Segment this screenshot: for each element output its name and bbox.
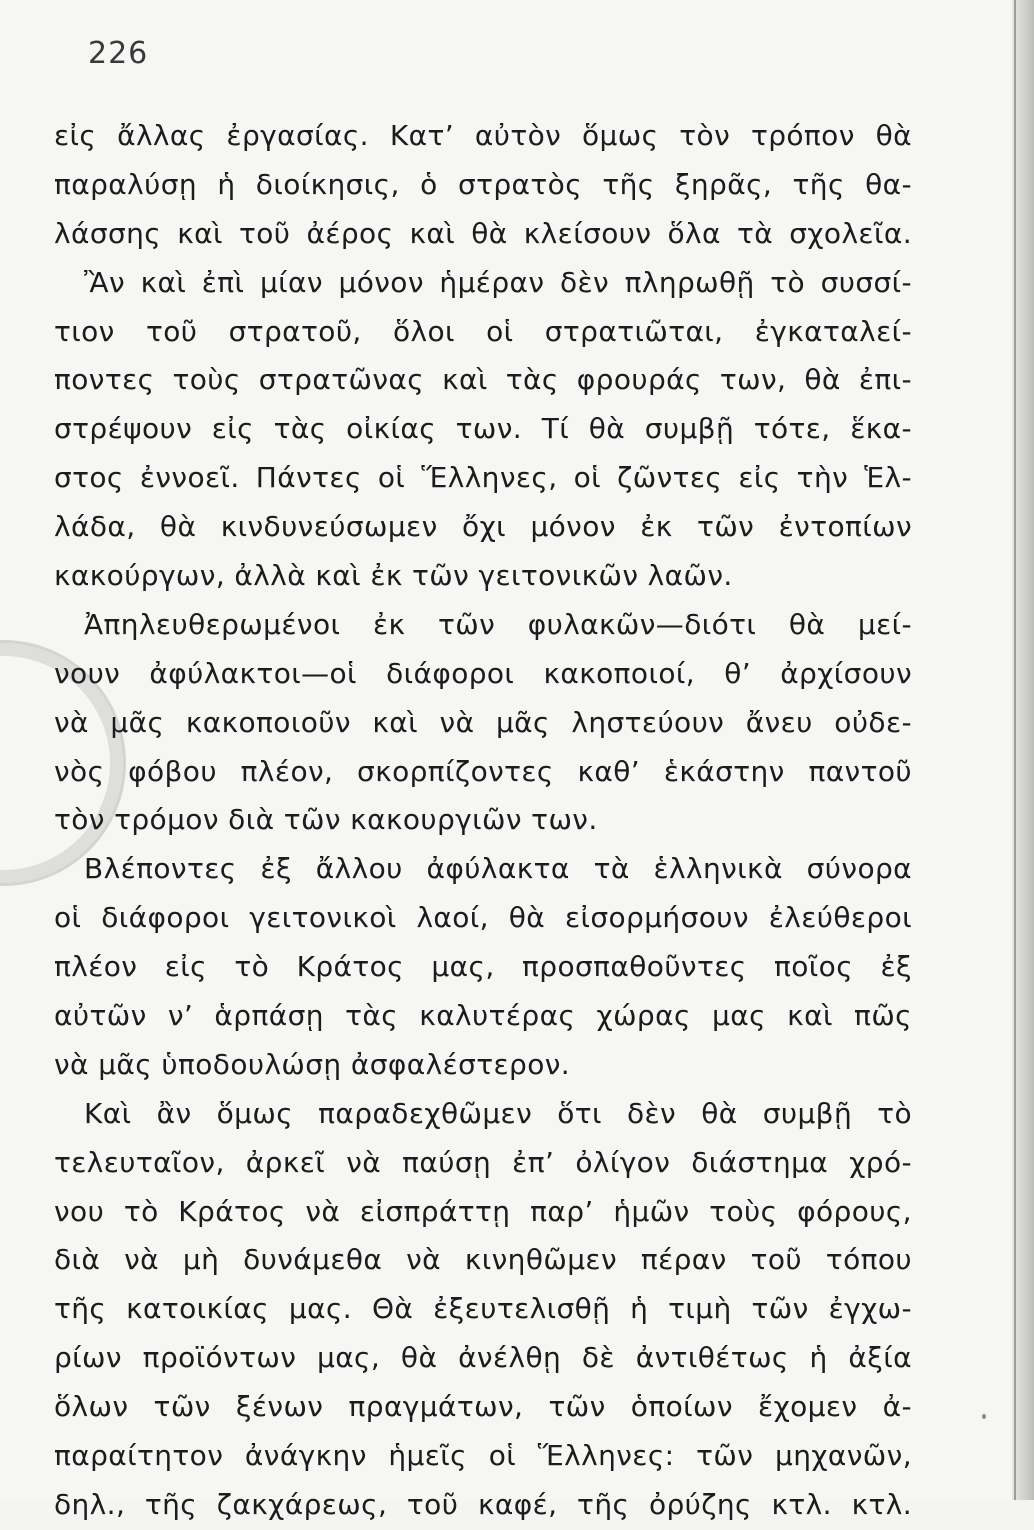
text-line: κακούργων, ἀλλὰ καὶ ἐκ τῶν γειτονικῶν λαῶν. bbox=[54, 559, 733, 593]
text-line: τιον τοῦ στρατοῦ, ὅλοι οἱ στρατιῶται, ἐγκαταλεί- bbox=[54, 314, 912, 348]
text-line: στρέψουν εἰς τὰς οἰκίας των. Τί θὰ συμβῇ τότε, ἕκα- bbox=[54, 412, 912, 446]
text-line: νὸς φόβου πλέον, σκορπίζοντες καθ’ ἑκάστην παντοῦ bbox=[54, 754, 912, 788]
text-line: Ἀπηλευθερωμένοι ἐκ τῶν φυλακῶν—διότι θὰ μεί- bbox=[84, 607, 912, 641]
text-line: νου τὸ Κράτος νὰ εἰσπράττῃ παρ’ ἡμῶν τοὺς φόρους, bbox=[54, 1194, 912, 1228]
text-line: αὐτῶν ν’ ἁρπάσῃ τὰς καλυτέρας χώρας μας καὶ πῶς bbox=[54, 999, 912, 1033]
text-line: νὰ μᾶς ὑποδουλώσῃ ἀσφαλέστερον. bbox=[54, 1047, 571, 1081]
text-line: παραλύσῃ ἡ διοίκησις, ὁ στρατὸς τῆς ξηρᾶς, τῆς θα- bbox=[54, 167, 912, 201]
text-line: λάδα, θὰ κινδυνεύσωμεν ὄχι μόνον ἐκ τῶν ἐντοπίων bbox=[54, 510, 912, 544]
text-line: νουν ἀφύλακτοι—οἱ διάφοροι κακοποιοί, θ’ ἀρχίσουν bbox=[54, 656, 912, 690]
text-line: Καὶ ἂν ὅμως παραδεχθῶμεν ὅτι δὲν θὰ συμβῇ τὸ bbox=[84, 1096, 912, 1130]
speck bbox=[982, 1414, 986, 1419]
text-line: τελευταῖον, ἀρκεῖ νὰ παύσῃ ἐπ’ ὀλίγον διάστημα χρό- bbox=[54, 1145, 912, 1179]
text-line: εἰς ἄλλας ἐργασίας. Κατ’ αὐτὸν ὅμως τὸν τρόπον θὰ bbox=[54, 119, 912, 152]
text-line: παραίτητον ἀνάγκην ἡμεῖς οἱ Ἕλληνες: τῶν μηχανῶν, bbox=[54, 1439, 912, 1473]
text-line: ὅλων τῶν ξένων πραγμάτων, τῶν ὁποίων ἔχομεν ἀ- bbox=[54, 1390, 912, 1424]
page-edge-line bbox=[1014, 0, 1016, 1500]
text-line: τῆς κατοικίας μας. Θὰ ἐξευτελισθῇ ἡ τιμὴ τῶν ἐγχω- bbox=[54, 1292, 912, 1326]
text-line: λάσσης καὶ τοῦ ἀέρος καὶ θὰ κλείσουν ὅλα τὰ σχολεῖα. bbox=[54, 216, 912, 250]
text-line: ποντες τοὺς στρατῶνας καὶ τὰς φρουράς των, θὰ ἐπι- bbox=[54, 363, 912, 397]
text-line: νὰ μᾶς κακοποιοῦν καὶ νὰ μᾶς ληστεύουν ἄνευ οὐδε- bbox=[54, 705, 912, 739]
text-line: Βλέποντες ἐξ ἄλλου ἀφύλακτα τὰ ἑλληνικὰ σύνορα bbox=[84, 852, 912, 886]
text-line: οἱ διάφοροι γειτονικοὶ λαοί, θὰ εἰσορμήσουν ἐλεύθεροι bbox=[54, 901, 912, 935]
text-line: διὰ νὰ μὴ δυνάμεθα νὰ κινηθῶμεν πέραν τοῦ τόπου bbox=[54, 1243, 912, 1277]
body-text bbox=[54, 112, 912, 1530]
page-number: 226 bbox=[88, 36, 149, 71]
text-line: δηλ., τῆς ζακχάρεως, τοῦ καφέ, τῆς ὀρύζης κτλ. κτλ. bbox=[54, 1487, 912, 1521]
text-line: τὸν τρόμον διὰ τῶν κακουργιῶν των. bbox=[54, 803, 598, 837]
text-line: πλέον εἰς τὸ Κράτος μας, προσπαθοῦντες ποῖος ἐξ bbox=[54, 950, 912, 984]
text-line: ρίων προϊόντων μας, θὰ ἀνέλθῃ δὲ ἀντιθέτως ἡ ἀξία bbox=[54, 1341, 912, 1375]
text-line: στος ἐννοεῖ. Πάντες οἱ Ἕλληνες, οἱ ζῶντες εἰς τὴν Ἑλ- bbox=[54, 461, 912, 495]
text-line: Ἂν καὶ ἐπὶ μίαν μόνον ἡμέραν δὲν πληρωθῇ τὸ συσσί- bbox=[84, 265, 912, 299]
